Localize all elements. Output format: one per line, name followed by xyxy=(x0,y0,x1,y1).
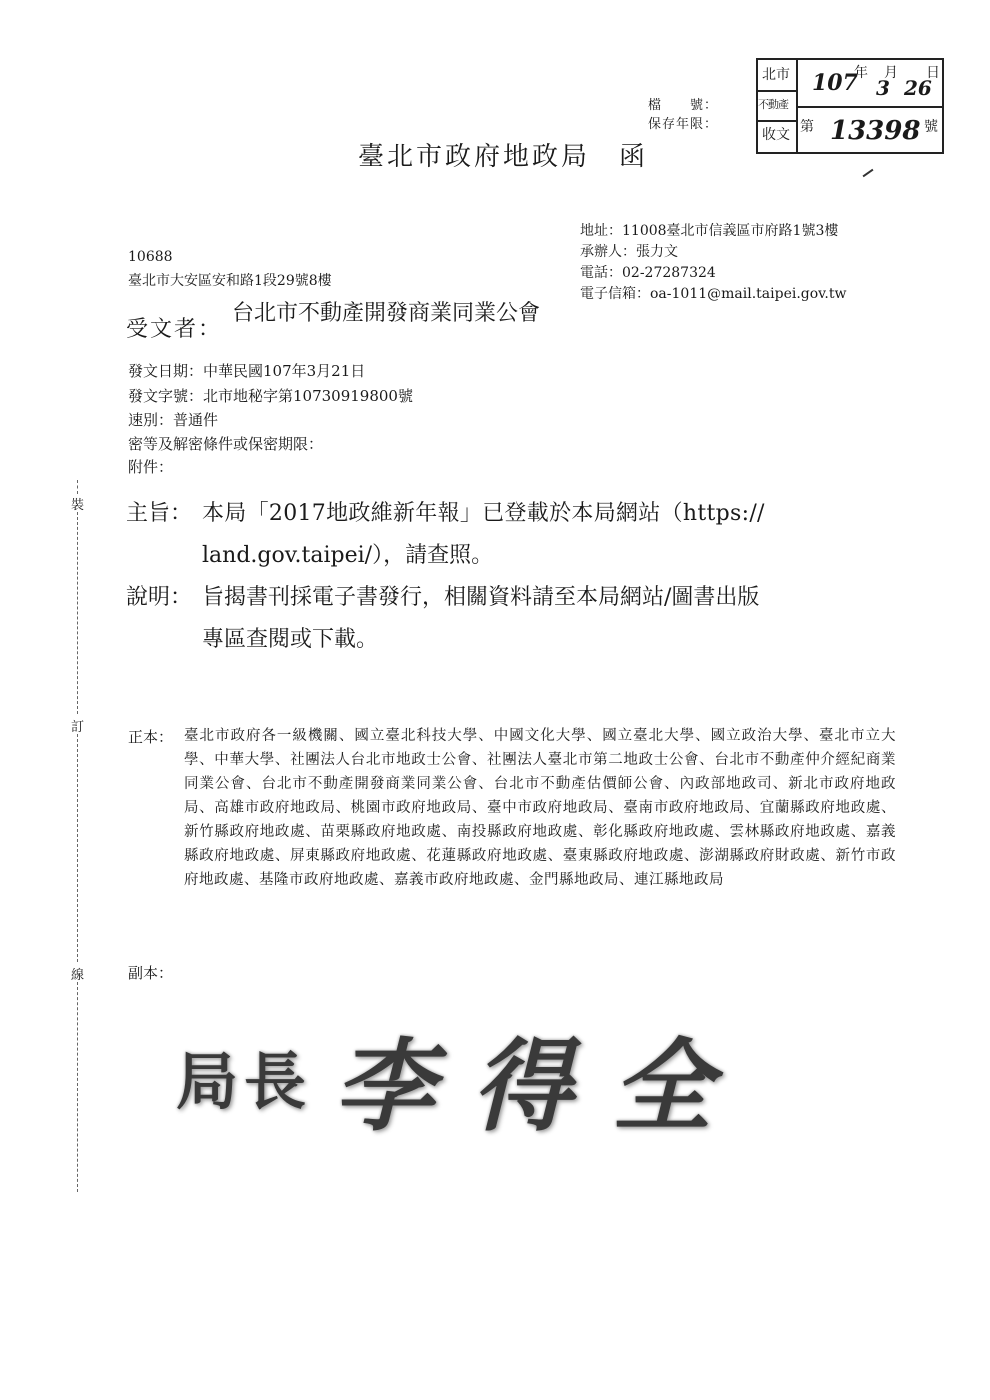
speed-class: 速別：普通件 xyxy=(128,411,219,429)
stamp-day: 26 xyxy=(904,76,932,100)
stamp-no: 13398 xyxy=(830,116,921,146)
binding-mark-ding: 訂 xyxy=(71,720,85,735)
subject-line-2: land.gov.taipei/），請查照。 xyxy=(202,543,494,568)
recipient-address: 臺北市大安區安和路1段29號8樓 xyxy=(128,273,332,289)
original-recipients-label: 正本： xyxy=(128,728,174,746)
pen-mark xyxy=(863,169,874,178)
explanation-line-1: 旨揭書刊採電子書發行，相關資料請至本局網站/圖書出版 xyxy=(202,585,760,610)
stamp-org-bottom: 收文 xyxy=(762,127,790,143)
sender-address: 地址：11008臺北市信義區市府路1號3樓 xyxy=(580,223,839,239)
sender-phone: 電話：02-27287324 xyxy=(580,265,716,281)
signature-char-4: 得 xyxy=(472,1027,572,1145)
receipt-stamp xyxy=(756,58,944,154)
stamp-org-top: 北市 xyxy=(762,67,790,83)
explanation-line-2: 專區查閱或下載。 xyxy=(202,627,379,652)
recipient-name: 台北市不動產開發商業同業公會 xyxy=(232,301,541,326)
stamp-no-suffix: 號 xyxy=(924,119,938,135)
signature-char-5: 全 xyxy=(612,1027,712,1145)
binding-mark-xian: 線 xyxy=(71,968,85,983)
binding-line-middle xyxy=(77,734,78,962)
sender-handler: 承辦人：張力文 xyxy=(580,244,678,260)
attachment: 附件： xyxy=(128,458,174,476)
subject-line-1: 本局「2017地政維新年報」已登載於本局網站（https:// xyxy=(202,501,765,526)
subject-label: 主旨： xyxy=(126,501,193,526)
explanation-label: 說明： xyxy=(126,585,193,610)
retention-period-label: 保存年限： xyxy=(648,117,719,132)
recipient-zip: 10688 xyxy=(128,249,173,265)
stamp-no-prefix: 第 xyxy=(800,119,814,135)
stamp-year: 107 xyxy=(812,70,858,96)
signature-char-1: 局 xyxy=(176,1045,239,1118)
stamp-org-mid: 不動產 xyxy=(758,98,788,111)
binding-line-top xyxy=(77,480,78,494)
binding-line-bottom xyxy=(77,982,78,1192)
stamp-month: 3 xyxy=(876,76,890,100)
issue-number: 發文字號：北市地秘字第10730919800號 xyxy=(128,387,413,405)
issue-date: 發文日期：中華民國107年3月21日 xyxy=(128,362,366,380)
original-recipients-list: 臺北市政府各一級機關、國立臺北科技大學、中國文化大學、國立臺北大學、國立政治大學、臺北市立大學、中華大學、社團法人台北市地政士公會、社團法人臺北市第二地政士公會、台北市不動產仲介經紀商業同業公會、台北市不動產開發商業同業公會、台北市不動產估價師公會、內政部地政司、新北市政府地政局、高雄市政府地政局、桃園市政府地政局、臺中市政府地政局、臺南市政府地政局、宜蘭縣政府地政處、新竹縣政府地政處、苗栗縣政府地政處、南投縣政府地政處、彰化縣政府地政處、雲林縣政府地政處、嘉義縣政府地政處、屏東縣政府地政處、花蓮縣政府地政處、臺東縣政府地政處、澎湖縣政府財政處、新竹市政府地政處、基隆市政府地政處、嘉義市政府地政處、金門縣地政局、連江縣地政局 xyxy=(184,728,896,888)
recipient-label: 受文者： xyxy=(126,317,223,342)
binding-mark-zhuang: 裝 xyxy=(71,498,85,513)
stamp-year-label: 年 xyxy=(854,65,868,81)
binding-line-upper xyxy=(77,512,78,714)
stamp-day-label: 日 xyxy=(926,65,940,81)
secrecy-level: 密等及解密條件或保密期限： xyxy=(128,435,324,453)
sender-email: 電子信箱：oa-1011@mail.taipei.gov.tw xyxy=(580,286,847,302)
signature-char-3: 李 xyxy=(334,1027,434,1145)
director-signature xyxy=(172,1000,732,1145)
stamp-month-label: 月 xyxy=(884,65,898,81)
signature-char-2: 長 xyxy=(244,1045,307,1118)
file-number-label: 檔 號： xyxy=(648,98,719,113)
copy-recipients-label: 副本： xyxy=(128,964,174,982)
document-title: 臺北市政府地政局 函 xyxy=(358,142,649,172)
